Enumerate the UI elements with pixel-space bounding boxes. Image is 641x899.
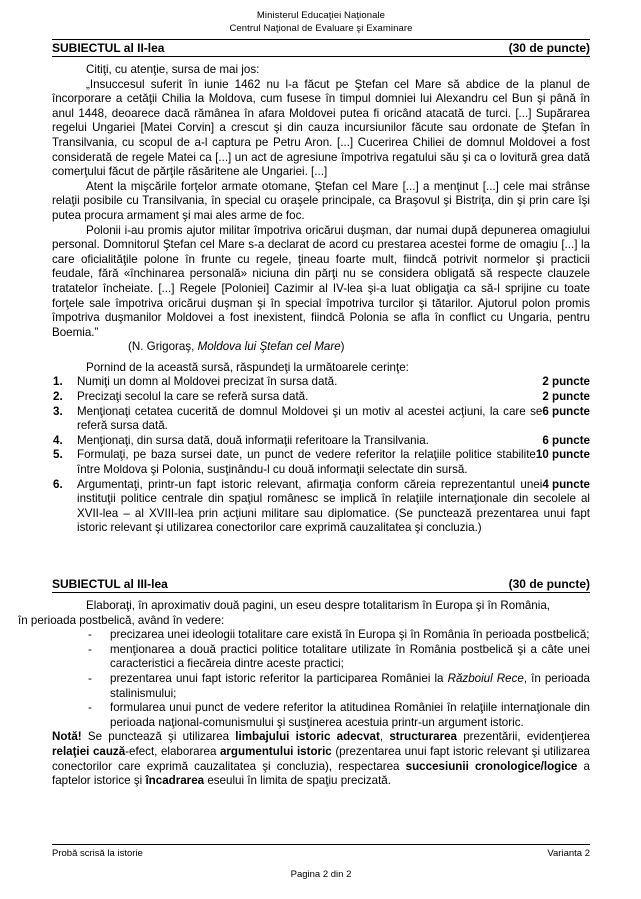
bullet-dash: - [88,701,92,715]
subject-3-intro-line-2: în perioada postbelică, având în vedere: [18,613,225,627]
requirement-points: 10 puncte [535,448,590,462]
requirement-body [77,434,590,449]
essay-bullet [88,643,590,672]
bullet-text: menţionarea a două practici politice totalitare utilizate în România postbelică şi a câte unei caracteristici a fiecăreia dintre aceste practici; [110,642,590,671]
requirement-number: 6. [53,477,63,491]
bullet-text [110,672,590,701]
requirement-points: 6 puncte [542,404,590,418]
subject-2-requirements [52,375,590,536]
subject-3-intro-line-1: Elaboraţi, în aproximativ două pagini, un eseu despre totalitarism în Europa şi în România, [86,599,551,612]
requirement-item [52,434,590,449]
note-b4: argumentului istoric [219,744,332,758]
requirement-body [77,405,590,434]
bullet-dash: - [88,642,92,656]
footer-row [52,847,590,860]
requirement-text: Numiţi un domn al Moldovei precizat în sursa dată. [77,375,338,389]
subject-3-points: (30 de puncte) [508,577,590,591]
requirement-number: 2. [53,390,63,404]
subject-3-title: SUBIECTUL al III-lea [52,577,168,591]
subject-2-lead-in: Pornind de la această sursă, răspundeţi la următoarele cerinţe: [86,360,409,374]
essay-bullet [88,701,590,730]
note-label: Notă! [52,730,82,744]
source-paragraph-1: „Insuccesul suferit în iunie 1462 nu l-a făcut pe Ştefan cel Mare să abdice de la planul de încorporare a cetăţii Chilia la Moldova, cum fusese în timpul domniei lui Alexandru cel Bun şi până în anul 1448, deoarece dacă rămânea în afara Moldovei putea fi oricând atacată de turci. [...] Supărarea regelui Ungariei [Matei Corvin] a crescut şi din cauza incursiunilor făcute sau ordonate de Ştefan în Transilvania, cu scopul de a-l captura pe Petru Aron. [...] Cucerirea Chiliei de domnul Moldovei a fost considerată de regele Matei ca [...] un act de agresiune împotriva regatului său şi ca o lovitură grea dată comerţului făcut de părţile răsăritene ale Ungariei. [...] [52,77,590,179]
requirement-body [77,478,590,536]
evaluation-center-line: Centrul Naţional de Evaluare şi Examinare [229,23,413,34]
requirement-item [52,405,590,434]
note-s1: Se punctează şi utilizarea [81,730,236,744]
requirement-item [52,390,590,405]
subject-2-heading [52,41,590,57]
requirement-text: Menţionaţi, din sursa dată, două informaţii referitoare la Transilvania. [77,433,429,447]
page-footer [52,844,590,881]
requirement-number: 3. [53,404,63,418]
note-s6: (prezentarea unui fapt istoric relevant şi utilizarea conectorilor care exprimă cauzalitatea şi concluzia), respectarea [52,744,590,773]
requirement-points: 6 puncte [542,433,590,447]
requirement-points: 2 puncte [542,375,590,389]
bullet-text-italic: Războiul Rece [447,671,524,685]
essay-bullet [88,672,590,701]
footer-page-number: Pagina 2 din 2 [290,869,352,880]
note-b5: succesiunii cronologice/logice [405,759,578,773]
requirement-points: 2 puncte [542,390,590,404]
source-paragraph-2: Atent la mişcările forţelor armate otomane, Ştefan cel Mare [...] a menţinut [...] cele mai strânse relaţii posibile cu Transilvania, în special cu oraşele principale, ca Braşovul şi Bistriţa, din şi prin care îşi putea procura armament şi mai ales arme de foc. [52,179,590,222]
requirement-body [77,448,590,477]
requirement-number: 5. [53,448,63,462]
subject-2-title: SUBIECTUL al II-lea [52,41,165,55]
document-header [52,9,590,35]
subject-3-bullets [52,628,590,730]
requirement-item [52,448,590,477]
requirement-number: 1. [53,375,63,389]
note-s8: eseului în limita de spaţiu precizată. [204,774,391,788]
note-s3: prezentării, evidenţierea [456,730,590,744]
note-b2: structurarea [389,730,457,744]
page-content [18,9,590,789]
source-paragraph-3: Polonii i-au promis ajutor militar împotriva oricărui duşman, dar numai după depunerea omagiului personal. Domnitorul Ştefan cel Mare s-a declarat de acord cu prestarea acestei forme de omagiu [...] la care oficialităţile polone în frunte cu regele, ţineau foarte mult, fiindcă potrivit normelor şi practicii feudale, fără «închinarea personală» niciuna din părţi nu se considera obligată să respecte clauzele tratatelor încheiate. [...] Regele [Poloniei] Cazimir al IV-lea şi-a luat obligaţia ca să-l sprijine cu toate forţele sale împotriva oricărui duşman şi în special împotriva turcilor şi tătarilor. Ajutorul polon promis împotriva duşmanilor Moldovei a fost inexistent, fiindcă Polonia se afla în conflict cu Ungaria, pentru Boemia.” [52,223,590,339]
note-s4: -efect [125,744,155,758]
note-b3: relaţiei cauză [52,744,126,758]
requirement-number: 4. [53,433,63,447]
bullet-text-after: , în perioada stalinismului; [110,671,590,700]
bullet-dash: - [88,628,92,642]
bullet-text: formularea unui punct de vedere referitor la atitudinea României în relaţiile internaţionale din perioada naţional-comunismului şi susţinerea acestuia printr-un argument istoric. [110,701,590,729]
bullet-dash: - [88,671,92,685]
requirement-body [77,375,590,390]
note-b1: limbajului istoric adecvat [235,730,380,744]
requirement-text: Menţionaţi cetatea cucerită de domnul Moldovei şi un motiv al acestei acţiuni, la care se referă sursa dată. [77,404,543,433]
header-divider [52,39,590,40]
source-attribution [52,340,590,355]
ministry-line: Ministerul Educaţiei Naţionale [256,10,386,21]
requirement-points: 4 puncte [542,477,590,491]
subject-2-points: (30 de puncte) [508,41,590,55]
footer-variant: Varianta 2 [547,848,590,859]
essay-note [52,730,590,788]
note-s7: a faptelor istorice şi [52,759,590,788]
footer-exam-label: Probă scrisă la istorie [52,848,143,859]
requirement-item [52,478,590,536]
bullet-text-before: prezentarea unui fapt istoric referitor la participarea României la [110,671,448,685]
bullet-text: precizarea unei ideologii totalitare care există în Europa şi în România în perioada postbelică; [110,628,590,642]
attribution-prefix: (N. Grigoraş, [128,340,198,354]
requirement-text: Precizaţi secolul la care se referă sursa dată. [77,390,309,404]
subject-2-instruction: Citiţi, cu atenţie, sursa de mai jos: [86,63,260,76]
note-b6: încadrarea [145,774,205,788]
note-s2: , [379,730,390,744]
requirement-text: Argumentaţi, printr-un fapt istoric relevant, afirmaţia conform căreia reprezentantul unei instituţii politice centrale din spaţiul românesc se implică în relaţiile internaţionale din secolele al XVII-lea – al XVIII-lea prin acţiuni militare sau diplomatice. (Se punctează prezentarea unui fapt istoric relevant şi utilizarea conectorilor care exprimă cauzalitatea şi concluzia.) [77,477,590,535]
note-s5: , elaborarea [154,744,220,758]
attribution-title: Moldova lui Ştefan cel Mare [197,340,341,354]
requirement-text: Formulaţi, pe baza sursei date, un punct de vedere referitor la relaţiile politice stabilite între Moldova şi Polonia, susţinându-l cu două informaţii selectate din sursă. [77,448,536,477]
footer-divider [52,844,590,845]
requirement-item [52,375,590,390]
subject-3-intro [18,599,590,628]
essay-bullet [88,628,590,643]
attribution-suffix: ) [340,340,345,354]
subject-3-heading [52,577,590,593]
requirement-body [77,390,590,405]
